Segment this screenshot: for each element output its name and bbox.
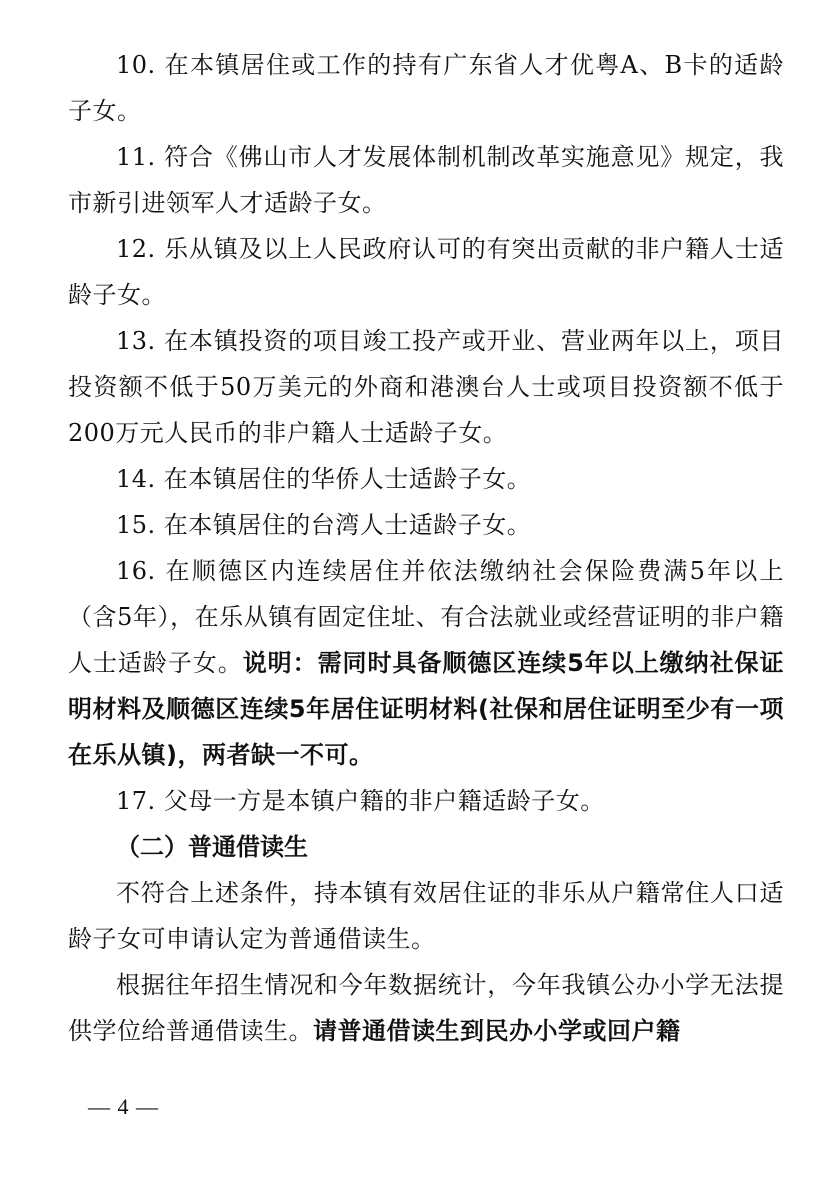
page-number: — 4 —: [88, 1094, 159, 1119]
list-item-16-note: 说明：需同时具备顺德区连续5年以上缴纳社保证明材料及顺德区连续5年居住证明材料(社保和居住证明至少有一项在乐从镇)，两者缺一不可。: [68, 649, 784, 769]
list-item-14: 14. 在本镇居住的华侨人士适龄子女。: [116, 465, 532, 493]
list-item-12: 12. 乐从镇及以上人民政府认可的有突出贡献的非户籍人士适龄子女。: [68, 235, 784, 309]
section-heading: （二）普通借读生: [116, 833, 308, 861]
paragraph-last: [68, 962, 784, 1054]
document-page: [68, 42, 784, 1054]
paragraph-general: 不符合上述条件，持本镇有效居住证的非乐从户籍常住人口适龄子女可申请认定为普通借读生。: [68, 879, 784, 953]
list-item-11: 11. 符合《佛山市人才发展体制机制改革实施意见》规定，我市新引进领军人才适龄子女。: [68, 143, 784, 217]
paragraph-last-bold: 请普通借读生到民办小学或回户籍: [313, 1017, 681, 1045]
list-item-15: 15. 在本镇居住的台湾人士适龄子女。: [116, 511, 532, 539]
list-item-16-text: 16. 在顺德区内连续居住并依法缴纳社会保险费满5年以上（含5年），在乐从镇有固定住址、有合法就业或经营证明的非户籍人士适龄子女。: [68, 557, 784, 677]
list-item-10: 10. 在本镇居住或工作的持有广东省人才优粤A、B卡的适龄子女。: [68, 51, 784, 125]
paragraph-last-text: 根据往年招生情况和今年数据统计，今年我镇公办小学无法提供学位给普通借读生。: [68, 971, 784, 1045]
list-item-13: 13. 在本镇投资的项目竣工投产或开业、营业两年以上，项目投资额不低于50万美元的外商和港澳台人士或项目投资额不低于200万元人民币的非户籍人士适龄子女。: [68, 327, 784, 447]
list-item-17: 17. 父母一方是本镇户籍的非户籍适龄子女。: [116, 787, 605, 815]
list-item-16: [68, 548, 784, 778]
